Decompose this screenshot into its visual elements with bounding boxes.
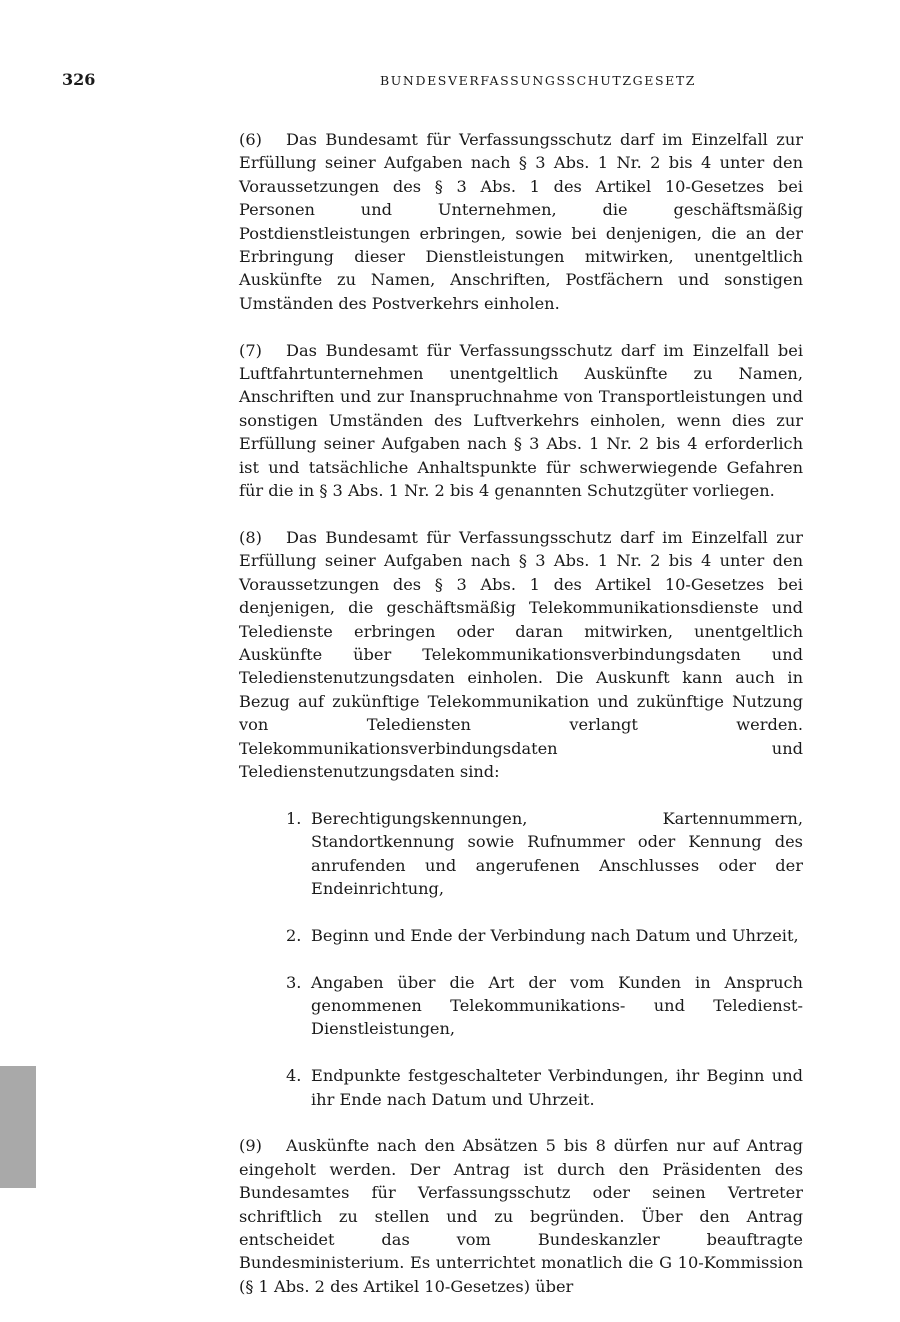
paragraph-8 [239, 526, 803, 783]
list-item-number: 3. [286, 972, 302, 992]
running-head: BUNDESVERFASSUNGSSCHUTZGESETZ [380, 73, 697, 88]
page-number: 326 [62, 70, 96, 89]
list-item-text: Angaben über die Art der vom Kunden in Anspruch genommenen Telekommunikations- und Teledienst-Dienstleistungen, [311, 972, 803, 1039]
list-item [239, 924, 803, 947]
body-text [239, 128, 803, 1322]
list-item-number: 4. [286, 1066, 302, 1086]
data-type-list [239, 807, 803, 1111]
chapter-thumb-tab [0, 1066, 36, 1188]
paragraph-text: Das Bundesamt für Verfassungsschutz darf im Einzelfall zur Erfüllung seiner Aufgaben nach § 3 Abs. 1 Nr. 2 bis 4 unter den Voraussetzungen des § 3 Abs. 1 des Artikel 10-Gesetzes bei denjenigen, die geschäftsmäßig Telekommunikationsdienste und Teledienste erbringen oder daran mitwirken, unentgeltlich Auskünfte über Telekommunikationsverbindungsdaten und Teledienstenutzungsdaten einholen. Die Auskunft kann auch in Bezug auf zukünftige Telekommunikation und zukünftige Nutzung von Telediensten verlangt werden. Telekommunikationsverbindungsdaten und Teledienstenutzungsdaten sind: [239, 527, 803, 781]
list-item-text: Berechtigungskennungen, Kartennummern, Standortkennung sowie Rufnummer oder Kennung des anrufenden und angerufenen Anschlusses oder der Endeinrichtung, [311, 808, 803, 898]
list-item-number: 2. [286, 925, 302, 945]
paragraph-6 [239, 128, 803, 315]
paragraph-9 [239, 1134, 803, 1298]
list-item [239, 807, 803, 901]
paragraph-number: (6) [239, 130, 262, 149]
list-item-text: Endpunkte festgeschalteter Verbindungen, ihr Beginn und ihr Ende nach Datum und Uhrzeit. [311, 1066, 803, 1109]
paragraph-number: (9) [239, 1136, 262, 1156]
list-item-text: Beginn und Ende der Verbindung nach Datum und Uhrzeit, [311, 925, 799, 945]
paragraph-7 [239, 339, 803, 503]
list-item-number: 1. [286, 808, 302, 828]
paragraph-number: (8) [239, 527, 262, 547]
list-item [239, 1064, 803, 1111]
list-item [239, 971, 803, 1041]
paragraph-text: Das Bundesamt für Verfassungsschutz darf im Einzelfall bei Luftfahrtunternehmen unentgeltlich Auskünfte zu Namen, Anschriften und zur Inanspruchnahme von Transportleistungen und sonstigen Umständen des Luftverkehrs einholen, wenn dies zur Erfüllung seiner Aufgaben nach § 3 Abs. 1 Nr. 2 bis 4 erforderlich ist und tatsächliche Anhaltspunkte für schwerwiegende Gefahren für die in § 3 Abs. 1 Nr. 2 bis 4 genannten Schutzgüter vorliegen. [239, 340, 803, 501]
paragraph-text: Auskünfte nach den Absätzen 5 bis 8 dürfen nur auf Antrag eingeholt werden. Der Antrag ist durch den Präsidenten des Bundesamtes für Verfassungsschutz oder seinen Vertreter schriftlich zu stellen und zu begründen. Über den Antrag entscheidet das vom Bundeskanzler beauftragte Bundesministerium. Es unterrichtet monatlich die G 10-Kommission (§ 1 Abs. 2 des Artikel 10-Gesetzes) über [239, 1136, 803, 1296]
paragraph-number: (7) [239, 340, 262, 360]
paragraph-text: Das Bundesamt für Verfassungsschutz darf im Einzelfall zur Erfüllung seiner Aufgaben nach § 3 Abs. 1 Nr. 2 bis 4 unter den Voraussetzungen des § 3 Abs. 1 des Artikel 10-Gesetzes bei Personen und Unternehmen, die geschäftsmäßig Postdienstleistungen erbringen, sowie bei denjenigen, die an der Erbringung dieser Dienstleistungen mitwirken, unentgeltlich Auskünfte zu Namen, Anschriften, Postfächern und sonstigen Umständen des Postverkehrs einholen. [239, 130, 803, 313]
